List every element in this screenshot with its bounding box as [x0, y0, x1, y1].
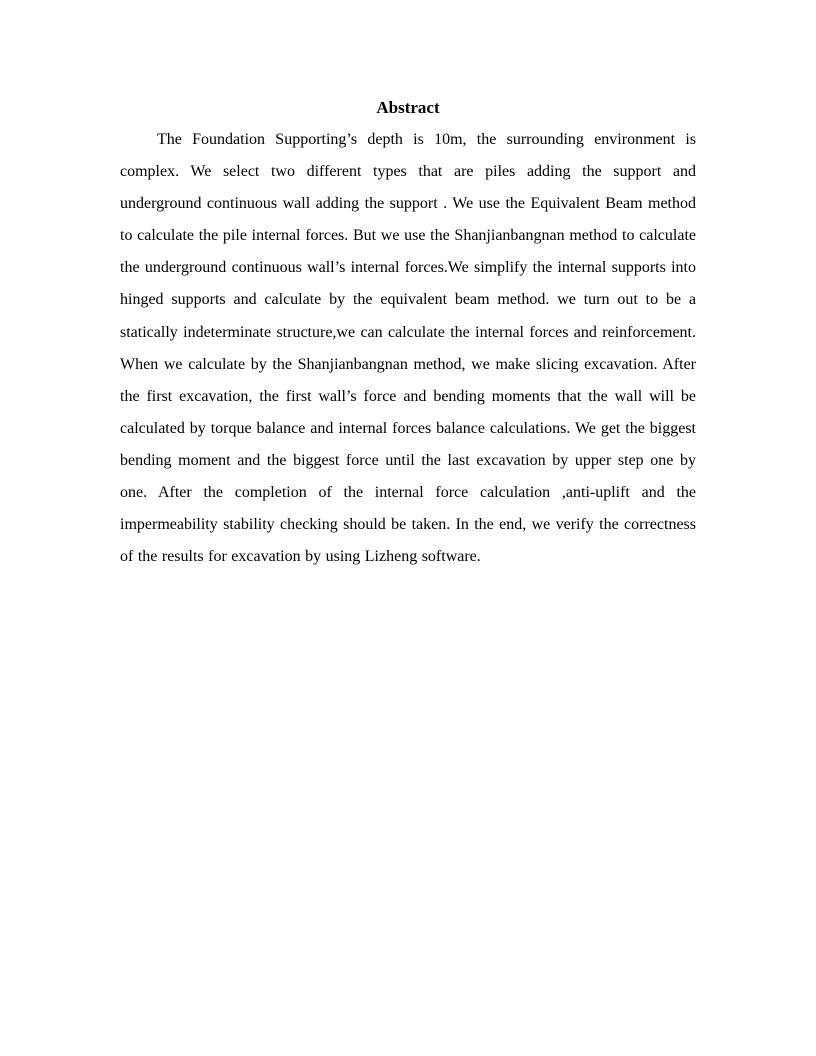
- abstract-heading: Abstract: [376, 98, 440, 117]
- abstract-paragraph: The Foundation Supporting’s depth is 10m, the surrounding environment is complex. We select two different types that are piles adding the support and underground continuous wall adding the support . We use the Equivalent Beam method to calculate the pile internal forces. But we use the Shanjianbangnan method to calculate the underground continuous wall’s internal forces.We simplify the internal supports into hinged supports and calculate by the equivalent beam method. we turn out to be a statically indeterminate structure,we can calculate the internal forces and reinforcement. When we calculate by the Shanjianbangnan method, we make slicing excavation. After the first excavation, the first wall’s force and bending moments that the wall will be calculated by torque balance and internal forces balance calculations. We get the biggest bending moment and the biggest force until the last excavation by upper step one by one. After the completion of the internal force calculation ,anti-uplift and the impermeability stability checking should be taken. In the end, we verify the correctness of the results for excavation by using Lizheng software.: [120, 131, 696, 566]
